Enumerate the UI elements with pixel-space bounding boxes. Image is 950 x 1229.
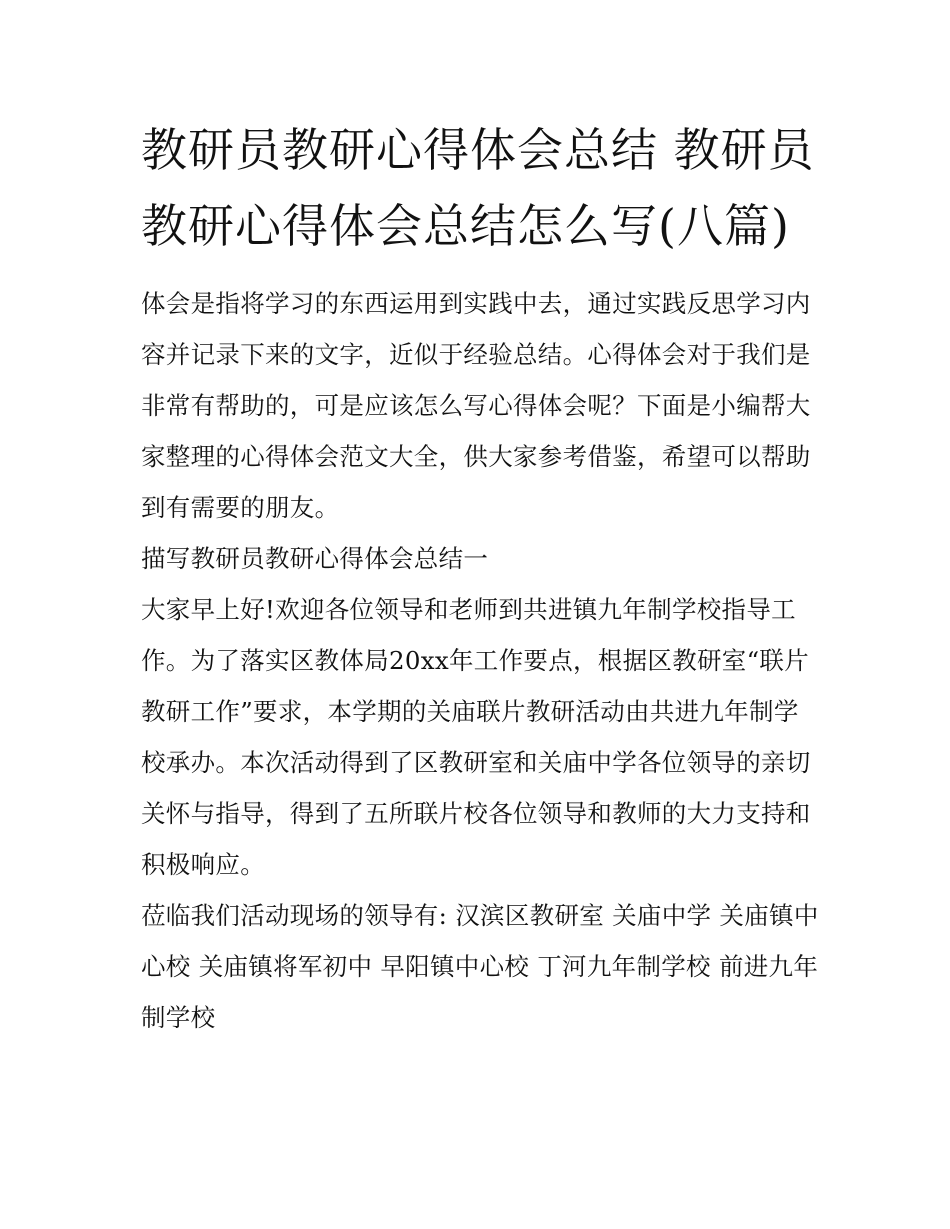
section-heading: 描写教研员教研心得体会总结一 xyxy=(141,544,489,573)
document-title: 教研员教研心得体会总结 教研员教研心得体会总结怎么写(八篇) xyxy=(141,123,815,253)
body-paragraph: 大家早上好!欢迎各位领导和老师到共进镇九年制学校指导工作。为了落实区教体局20xx年工作要点，根据区教研室“联片教研工作”要求，本学期的关庙联片教研活动由共进九年制学校承办。本次活动得到了区教研室和关庙中学各位领导的亲切关怀与指导，得到了五所联片校各位领导和教师的大力支持和积极响应。 xyxy=(141,595,811,879)
intro-paragraph: 体会是指将学习的东西运用到实践中去，通过实践反思学习内容并记录下来的文字，近似于经验总结。心得体会对于我们是非常有帮助的，可是应该怎么写心得体会呢？下面是小编帮大家整理的心得体会范文大全，供大家参考借鉴，希望可以帮助到有需要的朋友。 xyxy=(141,289,811,522)
body-paragraph: 莅临我们活动现场的领导有: 汉滨区教研室 关庙中学 关庙镇中心校 关庙镇将军初中 早阳镇中心校 丁河九年制学校 前进九年制学校 xyxy=(141,901,819,1032)
document-page xyxy=(141,112,821,1043)
